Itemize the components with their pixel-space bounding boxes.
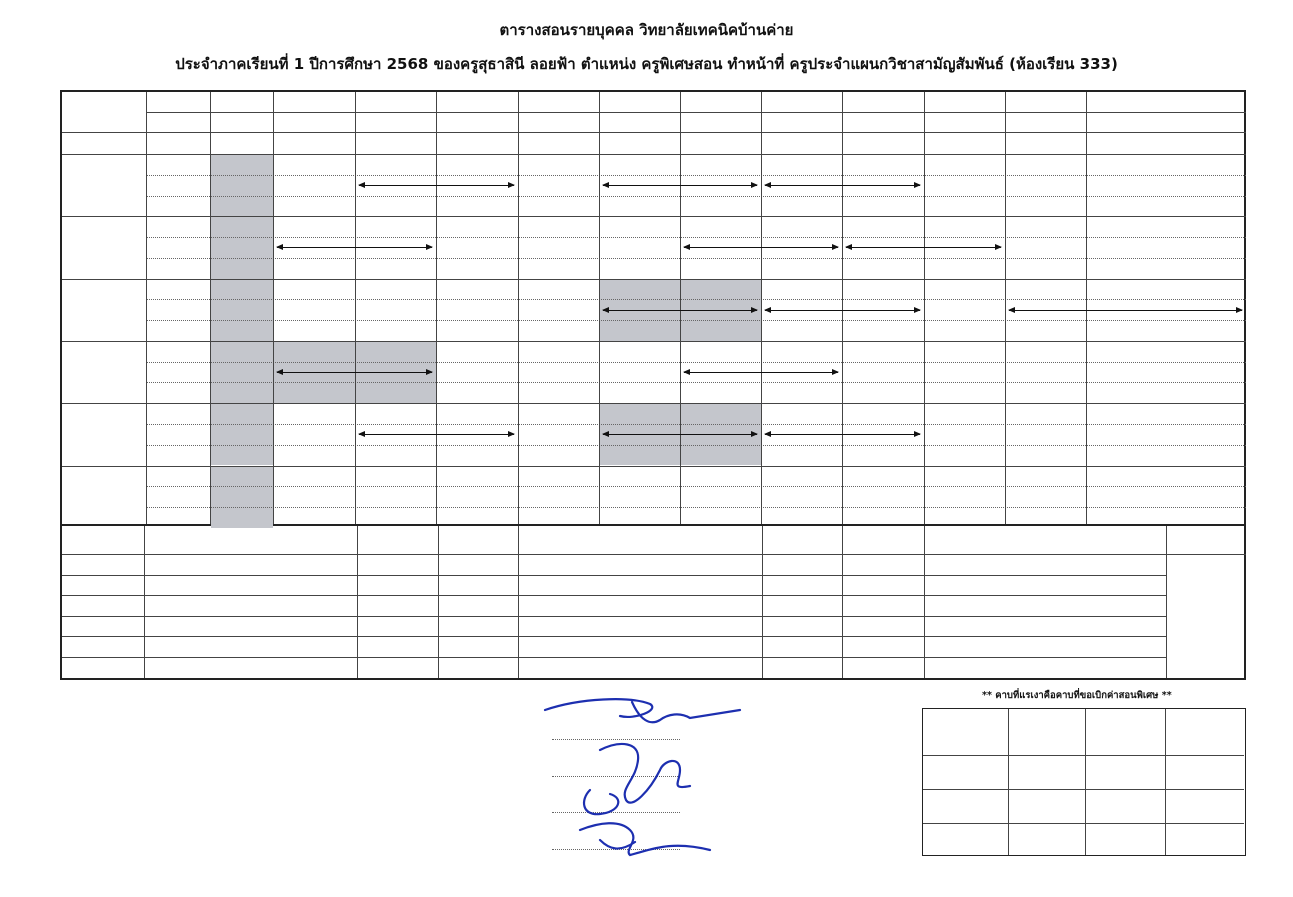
row-label [146,258,210,279]
day-name [62,216,146,278]
block-room [599,445,761,466]
course-code [62,595,144,616]
row-label [146,279,210,300]
period-number [1005,132,1086,154]
span-arrow [765,185,920,186]
block-room [761,196,924,217]
block-room [355,445,518,466]
code-col-header [62,526,144,554]
stats-header [1165,709,1244,755]
day-name [62,341,146,403]
course-tpn [357,554,438,575]
stats-cell [1165,823,1244,855]
row-label [146,341,210,362]
stats-cell [1085,755,1165,789]
time-end [355,112,436,132]
activity-header [210,132,273,154]
span-arrow [765,434,920,435]
grid-line [1005,92,1006,524]
grid-dotted [146,237,1246,238]
period-number [436,132,518,154]
stats-cell [1008,823,1085,855]
course-name [144,575,357,596]
time-start [680,92,761,112]
period-number [842,132,924,154]
activity-shade [211,341,273,403]
block-room [355,196,518,217]
page-subtitle: ประจำภาคเรียนที่ 1 ปีการศึกษา 2568 ของครูสุธาสินี ลอยฟ้า ตำแหน่ง ครูพิเศษสอน ทำหน้าที่ ครูประจำแผนกวิชาสามัญสัมพันธ์ (ห้องเรียน 333) [175,55,1118,73]
block-subject [599,403,761,424]
block-subject [1005,279,1246,300]
block-room [599,196,761,217]
grid-line [518,92,519,524]
shading-note: ** คาบที่แรเงาคือคาบที่ขอเบิกค่าสอนพิเศษ ** [982,690,1172,701]
activity-shade [211,403,273,465]
row-label [146,237,210,258]
course-tpn [357,595,438,616]
grid-line [62,216,1246,217]
time-end [518,112,599,132]
stats-header [1008,709,1085,755]
stats-cell [1008,755,1085,789]
row-label [146,507,210,528]
day-name [62,154,146,216]
time-end [1005,112,1086,132]
course-code [438,554,518,575]
block-subject [273,216,436,237]
course-tpn [357,575,438,596]
course-name [518,575,762,596]
time-start [210,92,273,112]
block-subject [355,403,518,424]
grid-dotted [146,507,1246,508]
block-subject [761,403,924,424]
time-start [1086,92,1246,112]
day-header [62,92,146,154]
stats-cell [923,755,1008,789]
course-name [518,554,762,575]
stats-cell [1165,755,1244,789]
block-room [761,320,924,341]
time-end [924,112,1005,132]
time-end [761,112,842,132]
row-label [146,486,210,507]
span-arrow [603,310,757,311]
grid-line [62,657,1166,658]
time-start [599,92,680,112]
stats-table [922,708,1246,856]
period-number [680,132,761,154]
day-name [62,466,146,528]
time-start [273,92,355,112]
grid-line [924,92,925,524]
span-arrow [277,247,432,248]
grid-line [1086,92,1087,524]
course-code [62,616,144,637]
period-number [273,132,355,154]
time-end [1086,112,1246,132]
grid-line [210,92,211,524]
day-note [210,466,250,487]
block-subject [761,154,924,175]
block-room [273,445,355,466]
block-subject [599,279,761,300]
row-label [146,320,210,341]
span-arrow [277,372,432,373]
block-subject [680,216,842,237]
stats-header [1085,709,1165,755]
period-number [518,132,599,154]
course-code-table [60,526,1246,680]
time-end [842,112,924,132]
course-tpn [762,575,842,596]
block-subject [761,279,924,300]
time-end [210,112,273,132]
block-room [1005,320,1246,341]
block-room [842,258,1005,279]
row-label [146,403,210,424]
stats-cell [1165,789,1244,823]
period-header [146,132,210,154]
grid-dotted [146,299,1246,300]
grid-dotted [146,486,1246,487]
block-room [680,258,842,279]
row-label [146,175,210,196]
course-code [62,554,144,575]
time-end [436,112,518,132]
code-col-header [924,526,1166,554]
row-label [146,445,210,466]
code-col-header [842,526,924,554]
course-name [144,616,357,637]
code-col-header [357,526,438,554]
period-number [1086,132,1246,154]
span-arrow [684,372,838,373]
time-header [146,92,210,132]
grid-dotted [146,175,1246,176]
row-label [146,196,210,217]
block-room [273,382,436,403]
block-subject [842,216,1005,237]
block-room [761,445,924,466]
stats-cell [1085,789,1165,823]
stats-header [923,709,1008,755]
block-level [273,424,355,445]
block-room [273,258,436,279]
activity-shade [211,279,273,341]
course-name [144,554,357,575]
course-code [62,636,144,657]
block-subject [680,341,842,362]
period-number [355,132,436,154]
row-label [146,424,210,445]
time-start [924,92,1005,112]
course-name [144,636,357,657]
time-start [355,92,436,112]
code-col-header [518,526,762,554]
grid-dotted [146,362,1246,363]
time-start [842,92,924,112]
course-name [144,595,357,616]
row-label [146,362,210,383]
period-number [761,132,842,154]
period-number [924,132,1005,154]
day-name [62,403,146,465]
row-label [146,216,210,237]
span-arrow [603,185,757,186]
block-subject [599,154,761,175]
day-name [62,279,146,341]
course-tpn [762,554,842,575]
stats-cell [923,823,1008,855]
row-label [146,382,210,403]
activity-shade [211,154,273,216]
span-arrow [846,247,1001,248]
stats-cell [923,789,1008,823]
schedule-table [60,90,1246,526]
row-label [146,154,210,175]
block-subject [273,341,436,362]
span-arrow [359,185,514,186]
period-number [599,132,680,154]
block-subject [355,154,518,175]
stats-cell [1008,789,1085,823]
code-col-header [438,526,518,554]
code-col-header [1166,526,1246,554]
code-col-header [144,526,357,554]
time-end [599,112,680,132]
time-start [1005,92,1086,112]
course-tpn [357,616,438,637]
grid-line [62,341,1246,342]
course-code [62,575,144,596]
block-room [599,320,761,341]
activity-shade [211,216,273,278]
span-arrow [684,247,838,248]
time-start [761,92,842,112]
page-title: ตารางสอนรายบุคคล วิทยาลัยเทคนิคบ้านค่าย [499,21,794,39]
signature-image [540,690,770,884]
time-end [680,112,761,132]
time-end [273,112,355,132]
block-subject [273,403,355,424]
block-room [680,382,842,403]
span-arrow [765,310,920,311]
span-arrow [359,434,514,435]
span-arrow [603,434,757,435]
span-arrow [1009,310,1242,311]
row-label [146,299,210,320]
course-code [438,575,518,596]
time-start [436,92,518,112]
course-tpn [357,636,438,657]
row-label [146,466,210,487]
time-start [518,92,599,112]
stats-cell [1085,823,1165,855]
code-col-header [762,526,842,554]
